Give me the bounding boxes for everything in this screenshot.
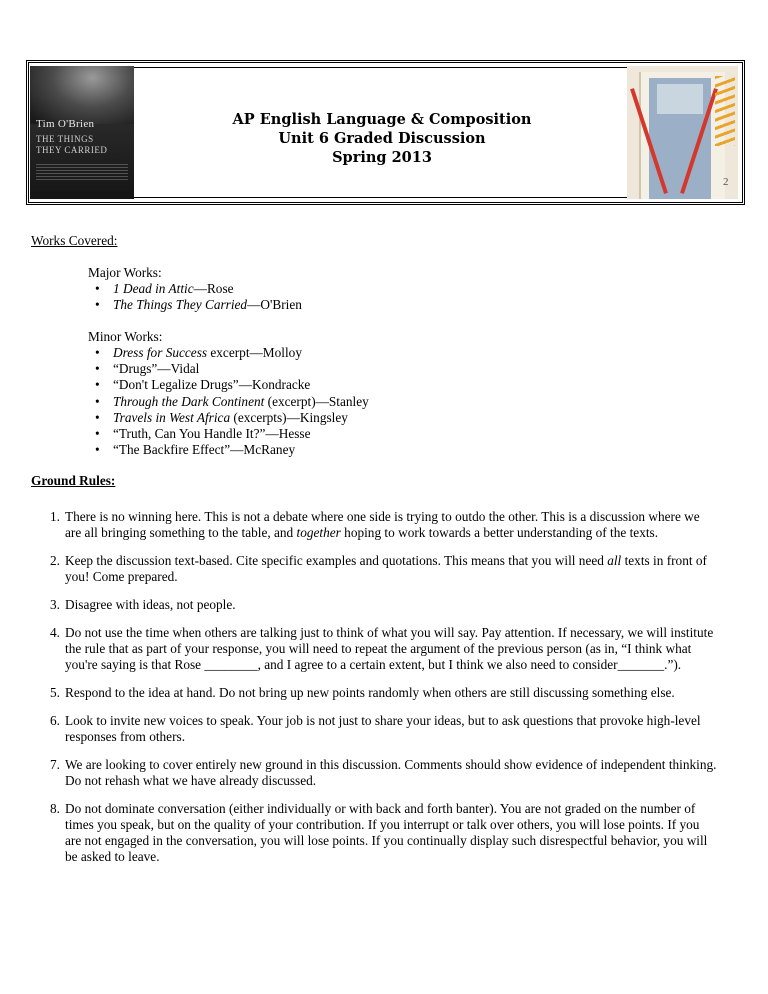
work-title: Travels in West Africa	[113, 409, 231, 425]
ground-rule-item	[50, 597, 717, 613]
work-title: Through the Dark Continent	[113, 393, 265, 409]
course-title: AP English Language & Composition	[232, 111, 532, 128]
rule-number: 5.	[50, 685, 60, 700]
work-author: “Truth, Can You Handle It?”—Hesse	[113, 426, 311, 442]
rule-number: 2.	[50, 553, 60, 568]
rule-text: We are looking to cover entirely new ground in this discussion. Comments should show evidence of independent thinking. Do not rehash what we have already discussed.	[65, 757, 717, 788]
document-title	[140, 110, 624, 167]
ground-rules-list	[50, 509, 717, 877]
major-works-list	[93, 281, 302, 313]
list-item	[93, 426, 369, 442]
cover-sky	[30, 66, 134, 124]
ground-rules-heading: Ground Rules:	[31, 473, 116, 488]
rule-text: texts in front of you! Come prepared.	[65, 553, 707, 584]
ground-rule-item	[50, 685, 717, 701]
rule-emphasis: all	[607, 553, 622, 568]
list-item	[93, 394, 369, 410]
rule-text: There is no winning here. This is not a debate where one side is trying to outdo the other. This is a discussion where we are all bringing something to the table, and	[65, 509, 700, 540]
rule-number: 8.	[50, 801, 60, 816]
rule-text: Do not use the time when others are talking just to think of what you will say. Pay attention. If necessary, we will institute the rule that as part of your response, you will need to repeat the argument of the previous person (as in, “I think what you're saying is that Rose ________, and I agree to a certain extent, but I think we also need to consider_______.”).	[65, 625, 714, 672]
rule-emphasis: together	[296, 525, 341, 540]
book-cover-image	[30, 66, 134, 199]
work-author: —O'Brien	[247, 297, 302, 313]
work-author: (excerpts)—Kingsley	[230, 409, 348, 425]
list-item	[93, 281, 302, 297]
rule-number: 3.	[50, 597, 60, 612]
work-title: 1 Dead in Attic	[113, 281, 194, 296]
ground-rule-item	[50, 713, 717, 745]
door-glass	[657, 84, 703, 114]
unit-title: Unit 6 Graded Discussion	[278, 130, 486, 147]
rule-number: 7.	[50, 757, 60, 772]
work-author: “Don't Legalize Drugs”—Kondracke	[113, 377, 311, 393]
cover-title	[36, 134, 107, 156]
ground-rule-item	[50, 625, 717, 673]
door-photo-image	[627, 66, 738, 199]
rule-text: Do not dominate conversation (either individually or with back and forth banter). You are not graded on the number of times you speak, but on the quality of your contribution. If you interrupt or talk over others, you will lose points. If you are not engaged in the conversation, you will lose points. If you continually display such disrespectful behavior, you will be asked to leave.	[65, 801, 708, 864]
term-title: Spring 2013	[332, 149, 432, 166]
work-author: “The Backfire Effect”—McRaney	[113, 442, 296, 458]
ground-rule-item	[50, 801, 717, 865]
rule-text: Keep the discussion text-based. Cite specific examples and quotations. This means that you will need	[65, 553, 608, 568]
work-title: The Things They Carried	[113, 297, 248, 313]
work-title: Dress for Success	[113, 345, 208, 360]
work-author: (excerpt)—Stanley	[264, 393, 369, 409]
rule-text: Look to invite new voices to speak. Your job is not just to share your ideas, but to ask questions that provoke high-level responses from others.	[65, 713, 701, 744]
list-item	[93, 297, 302, 313]
minor-works-label: Minor Works:	[88, 329, 163, 344]
rule-number: 4.	[50, 625, 60, 640]
cover-title-line1: THE THINGS	[36, 134, 94, 144]
rule-text: hoping to work towards a better understanding of the texts.	[340, 525, 659, 540]
cover-fine-print	[36, 164, 128, 180]
ground-rule-item	[50, 509, 717, 541]
ground-rule-item	[50, 757, 717, 789]
list-item	[93, 361, 369, 377]
rule-text: Disagree with ideas, not people.	[65, 597, 236, 612]
cover-author: Tim O'Brien	[36, 118, 95, 130]
list-item	[93, 345, 369, 361]
major-works-label: Major Works:	[88, 265, 162, 280]
rule-number: 6.	[50, 713, 60, 728]
rule-number: 1.	[50, 509, 60, 524]
door-number: 2	[723, 176, 729, 188]
list-item	[93, 410, 369, 426]
door-scribble	[715, 76, 735, 146]
rule-text: Respond to the idea at hand. Do not bring up new points randomly when others are still discussing something else.	[65, 685, 675, 700]
works-covered-heading: Works Covered:	[31, 233, 118, 248]
list-item	[93, 377, 369, 393]
cover-title-line2: THEY CARRIED	[36, 145, 108, 155]
ground-rule-item	[50, 553, 717, 585]
work-author: —Rose	[193, 281, 234, 296]
list-item	[93, 442, 369, 458]
work-author: excerpt—Molloy	[207, 345, 302, 360]
minor-works-list	[93, 345, 369, 458]
work-author: “Drugs”—Vidal	[113, 361, 200, 377]
